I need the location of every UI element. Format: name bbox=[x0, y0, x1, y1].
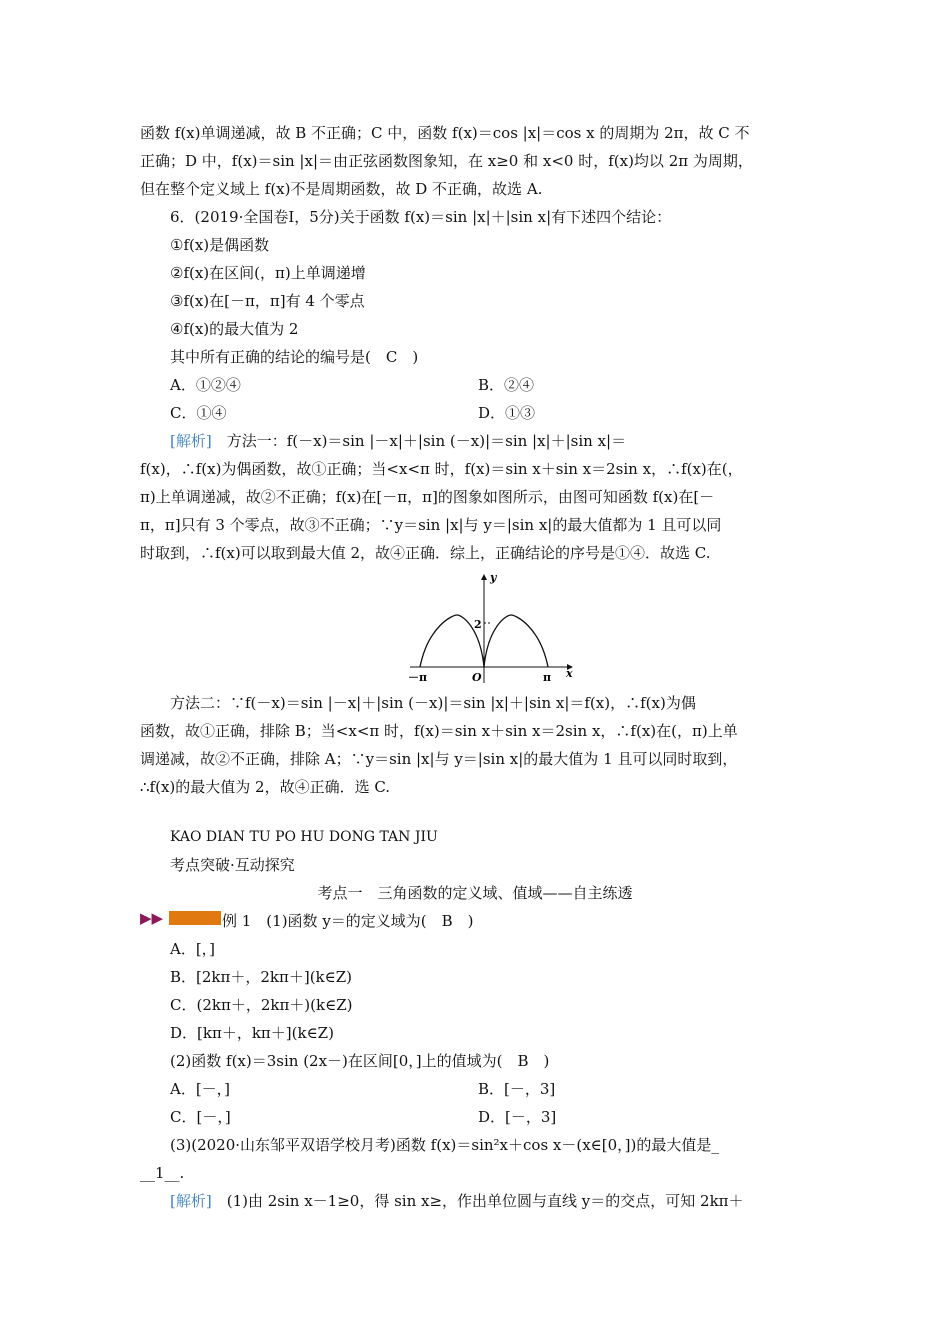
example-option-d: D．[kπ＋，kπ＋](k∈Z) bbox=[170, 1024, 334, 1042]
example-tag-bar bbox=[169, 911, 221, 925]
part2-option-a: A．[－，] bbox=[170, 1080, 231, 1098]
x-axis-label: x bbox=[566, 667, 573, 680]
statement-4: ④f(x)的最大值为 2 bbox=[170, 320, 299, 338]
curve-right bbox=[484, 615, 548, 667]
solution-text: (1)由 2sin x－1≥0，得 sin x≥，作出单位圆与直线 y＝的交点，可知 2kπ＋ bbox=[211, 1192, 744, 1210]
option-c: C．①④ bbox=[170, 404, 227, 422]
section-heading: 考点突破·互动探究 bbox=[170, 856, 295, 874]
question-6: 6．(2019·全国卷Ⅰ，5分)关于函数 f(x)＝sin |x|＋|sin x|有下述四个结论： bbox=[170, 208, 672, 226]
text-line: 函数，故①正确，排除 B；当<x<π 时，f(x)＝sin x＋sin x＝2sin x，∴f(x)在(，π)上单 bbox=[140, 722, 738, 740]
origin-label: O bbox=[472, 671, 482, 684]
double-arrow-icon: ▶▶ bbox=[140, 909, 164, 927]
text-line: 正确；D 中，f(x)＝sin |x|＝由正弦函数图象知，在 x≥0 和 x<0 时，f(x)均以 2π 为周期， bbox=[140, 152, 753, 170]
tick-2-label: 2 bbox=[474, 618, 482, 631]
solution-line bbox=[170, 1191, 744, 1211]
y-axis-label: y bbox=[490, 571, 497, 584]
example-part-2: (2)函数 f(x)＝3sin (2x－)在区间[0，]上的值域为( B ) bbox=[170, 1052, 550, 1070]
topic-heading: 考点一 三角函数的定义域、值域——自主练透 bbox=[317, 884, 633, 902]
text-line: f(x)，∴f(x)为偶函数，故①正确；当<x<π 时，f(x)＝sin x＋sin x＝2sin x，∴f(x)在(， bbox=[140, 460, 743, 478]
example-part-3: (3)(2020·山东邹平双语学校月考)函数 f(x)＝sin²x＋cos x－(x∈[0，])的最大值是_ bbox=[170, 1136, 719, 1154]
text-line: π，π]只有 3 个零点，故③不正确；∵y＝sin |x|与 y＝|sin x|的最大值都为 1 且可以同 bbox=[140, 516, 722, 534]
text-line: 调递减，故②不正确，排除 A；∵y＝sin |x|与 y＝|sin x|的最大值为 1 且可以同时取到， bbox=[140, 750, 738, 768]
analysis-text: 方法一：f(－x)＝sin |－x|＋|sin (－x)|＝sin |x|＋|sin x|＝ bbox=[211, 432, 627, 450]
text-line: 函数 f(x)单调递减，故 B 不正确；C 中，函数 f(x)＝cos |x|＝cos x 的周期为 2π，故 C 不 bbox=[140, 124, 750, 142]
statement-2: ②f(x)在区间(，π)上单调递增 bbox=[170, 264, 366, 282]
neg-pi-label: －π bbox=[408, 671, 428, 684]
option-d: D．①③ bbox=[478, 404, 536, 422]
part3-answer: __1__. bbox=[140, 1164, 185, 1182]
example-option-c: C．(2kπ＋，2kπ＋)(k∈Z) bbox=[170, 996, 353, 1014]
function-graph bbox=[400, 565, 590, 690]
option-b: B．②④ bbox=[478, 376, 535, 394]
statement-1: ①f(x)是偶函数 bbox=[170, 236, 270, 254]
example-1: 例 1 (1)函数 y＝的定义域为( B ) bbox=[222, 912, 474, 930]
statement-3: ③f(x)在[－π，π]有 4 个零点 bbox=[170, 292, 365, 310]
part2-option-b: B．[－，3] bbox=[478, 1080, 556, 1098]
part2-option-d: D．[－，3] bbox=[478, 1108, 557, 1126]
solution-tag: [解析] bbox=[170, 1192, 212, 1210]
text-line: 但在整个定义域上 f(x)不是周期函数，故 D 不正确，故选 A. bbox=[140, 180, 543, 198]
option-a: A．①②④ bbox=[170, 376, 241, 394]
question-prompt: 其中所有正确的结论的编号是( C ) bbox=[170, 348, 419, 366]
pinyin-heading: KAO DIAN TU PO HU DONG TAN JIU bbox=[170, 829, 438, 845]
text-line: 时取到，∴f(x)可以取到最大值 2，故④正确．综上，正确结论的序号是①④．故选 C. bbox=[140, 544, 711, 562]
analysis-tag: [解析] bbox=[170, 432, 212, 450]
text-line: ∴f(x)的最大值为 2，故④正确．选 C. bbox=[140, 778, 391, 796]
example-option-b: B．[2kπ＋，2kπ＋](k∈Z) bbox=[170, 968, 353, 986]
analysis-line bbox=[170, 431, 626, 451]
example-option-a: A．[，] bbox=[170, 940, 216, 958]
text-line: 方法二：∵f(－x)＝sin |－x|＋|sin (－x)|＝sin |x|＋|sin x|＝f(x)，∴f(x)为偶 bbox=[170, 694, 696, 712]
pi-label: π bbox=[543, 671, 552, 684]
text-line: π)上单调递减，故②不正确；f(x)在[－π，π]的图象如图所示，由图可知函数 f(x)在[－ bbox=[140, 488, 715, 506]
part2-option-c: C．[－，] bbox=[170, 1108, 231, 1126]
